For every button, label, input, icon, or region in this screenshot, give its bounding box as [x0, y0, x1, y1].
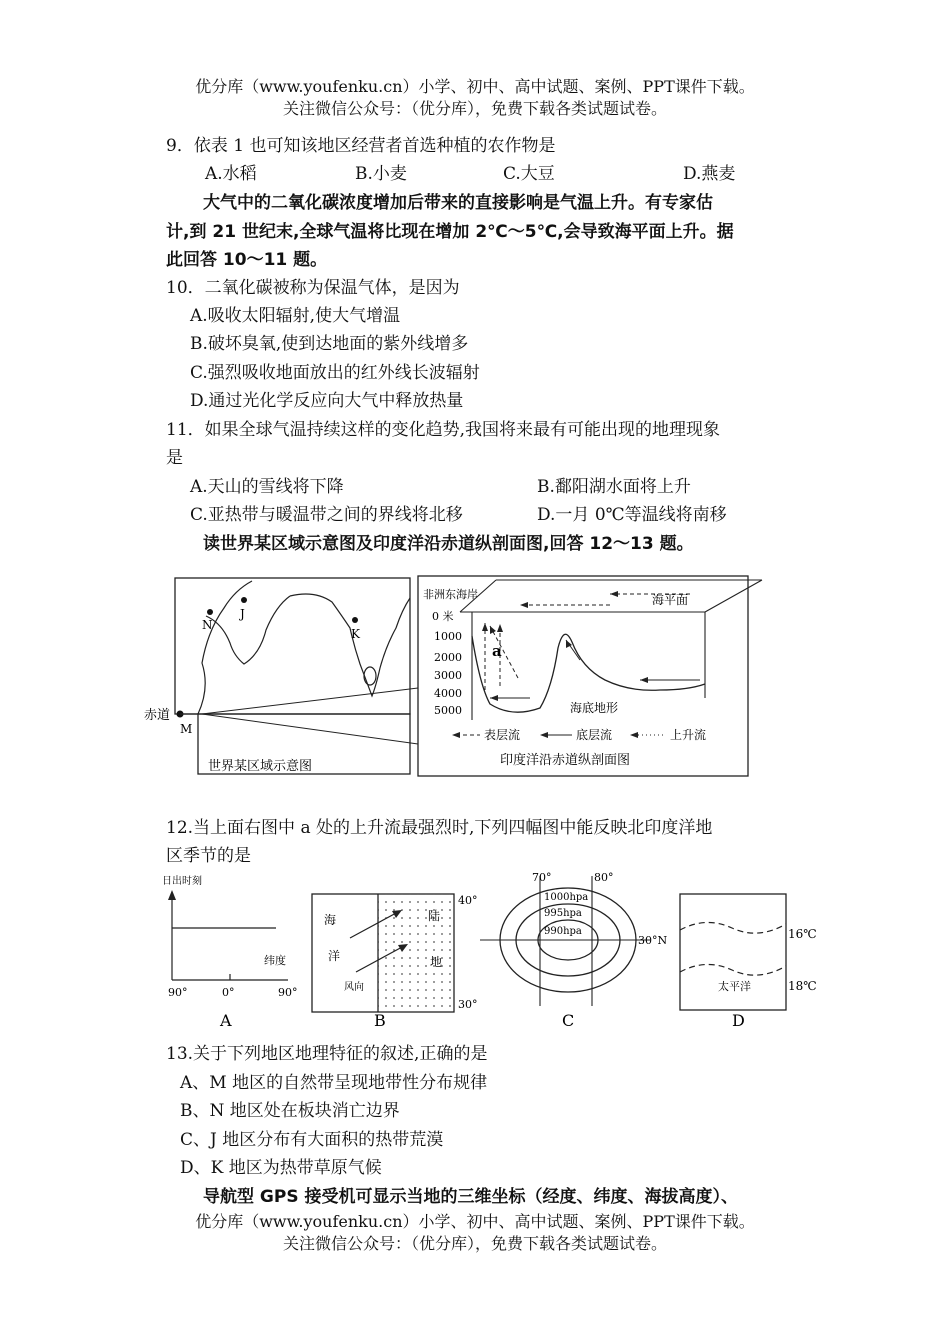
- c-isobar-990: 990hpa: [544, 926, 582, 937]
- diagram-c: [480, 871, 667, 1030]
- point-j: [241, 597, 247, 603]
- q11-option-b: B.鄱阳湖水面将上升: [537, 477, 691, 497]
- q9-option-d: D.燕麦: [683, 164, 736, 184]
- label-equator: 赤道: [144, 708, 171, 723]
- header-line-1: 优分库（www.youfenku.cn）小学、初中、高中试题、案例、PPT课件下载。: [195, 77, 755, 96]
- b-land-1: 陆: [428, 909, 441, 923]
- legend-upwelling: 上升流: [670, 728, 707, 742]
- c-lon-2: 80°: [594, 871, 614, 884]
- q12-stem-line-1: 12.当上面右图中 a 处的上升流最强烈时,下列四幅图中能反映北印度洋地: [166, 818, 713, 838]
- depth-3000: 3000: [434, 669, 462, 682]
- q9-stem: 9．依表 1 也可知该地区经营者首选种植的农作物是: [166, 136, 556, 156]
- c-isobar-995: 995hpa: [544, 908, 582, 919]
- d-isotherm-16: [680, 922, 786, 933]
- a-tick-0: 90°: [168, 986, 188, 999]
- legend-bottom: 底层流: [576, 728, 613, 742]
- q13-option-c: C、J 地区分布有大面积的热带荒漠: [180, 1130, 444, 1150]
- b-land-2: 地: [430, 955, 443, 969]
- label-a: a: [492, 642, 502, 660]
- a-y-axis-label: 日出时刻: [162, 876, 202, 887]
- d-temp-16: 16℃: [788, 927, 817, 941]
- cross-section: [418, 576, 762, 776]
- a-tick-2: 90°: [278, 986, 298, 999]
- left-map-caption: 世界某区域示意图: [208, 759, 313, 774]
- passage2: 读世界某区域示意图及印度洋沿赤道纵剖面图,回答 12～13 题。: [203, 534, 694, 554]
- options-figure: [160, 868, 825, 1036]
- arabia-coast: [206, 596, 290, 664]
- d-isotherm-18: [680, 964, 786, 975]
- c-isobar-1000: 1000hpa: [544, 892, 589, 903]
- passage1-line-1: 大气中的二氧化碳浓度增加后带来的直接影响是气温上升。有专家估: [203, 193, 713, 213]
- diagram-b: [312, 894, 478, 1030]
- depth-2000: 2000: [434, 651, 462, 664]
- label-seabed: 海底地形: [570, 701, 619, 715]
- q9-option-b: B.小麦: [355, 164, 407, 184]
- label-m: M: [180, 722, 193, 736]
- c-lon-1: 70°: [532, 871, 552, 884]
- region-figure: [140, 568, 765, 780]
- right-section-caption: 印度洋沿赤道纵剖面图: [500, 753, 631, 768]
- passage3: 导航型 GPS 接受机可显示当地的三维坐标（经度、纬度、海拔高度）、: [203, 1187, 738, 1207]
- b-sea-2: 洋: [328, 949, 341, 963]
- q9-option-a: A.水稻: [205, 164, 257, 184]
- label-sea-level: 海平面: [652, 593, 689, 607]
- a-tick-1: 0°: [222, 986, 235, 999]
- a-x-axis-label: 纬度: [264, 954, 286, 967]
- q11-option-c: C.亚热带与暖温带之间的界线将北移: [190, 505, 463, 525]
- label-k: K: [351, 627, 360, 641]
- label-coast: 非洲东海岸: [423, 588, 478, 601]
- passage1-line-3: 此回答 10～11 题。: [166, 250, 328, 270]
- q10-option-c: C.强烈吸收地面放出的红外线长波辐射: [190, 363, 480, 383]
- b-label: B: [374, 1011, 386, 1030]
- footer-line-1: 优分库（www.youfenku.cn）小学、初中、高中试题、案例、PPT课件下载。: [195, 1212, 755, 1231]
- q11-stem-line-2: 是: [166, 448, 183, 468]
- depth-5000: 5000: [434, 704, 462, 717]
- india-coast: [290, 594, 410, 696]
- region-map: [144, 578, 410, 774]
- q13-stem: 13.关于下列地区地理特征的叙述,正确的是: [166, 1044, 488, 1064]
- label-j: J: [240, 607, 245, 621]
- point-n: [207, 609, 213, 615]
- q12-stem-line-2: 区季节的是: [166, 846, 251, 866]
- depth-0: 0 米: [432, 610, 454, 623]
- q11-stem-line-1: 11．如果全球气温持续这样的变化趋势,我国将来最有可能出现的地理现象: [166, 420, 721, 440]
- d-label: D: [732, 1011, 745, 1030]
- b-sea-1: 海: [324, 913, 337, 927]
- c-label: C: [562, 1011, 575, 1030]
- q11-option-d: D.一月 0℃等温线将南移: [537, 505, 727, 525]
- header-line-2: 关注微信公众号：（优分库），免费下载各类试题试卷。: [282, 99, 667, 118]
- b-wind: 风向: [344, 982, 364, 993]
- q10-option-b: B.破坏臭氧,使到达地面的紫外线增多: [190, 334, 469, 354]
- q13-option-d: D、K 地区为热带草原气候: [180, 1158, 382, 1178]
- b-lat-top: 40°: [458, 894, 478, 907]
- label-n: N: [202, 618, 213, 632]
- q10-option-d: D.通过光化学反应向大气中释放热量: [190, 391, 464, 411]
- sri-lanka: [364, 667, 376, 685]
- d-temp-18: 18℃: [788, 979, 817, 993]
- q13-option-b: B、N 地区处在板块消亡边界: [180, 1101, 400, 1121]
- q11-option-a: A.天山的雪线将下降: [190, 477, 344, 497]
- passage1-line-2: 计,到 21 世纪末,全球气温将比现在增加 2℃～5℃,会导致海平面上升。据: [166, 222, 734, 242]
- c-lat: 30°N: [638, 934, 668, 947]
- d-ocean: 太平洋: [718, 980, 751, 993]
- depth-1000: 1000: [434, 630, 462, 643]
- legend-surface: 表层流: [484, 728, 521, 742]
- point-k: [352, 617, 358, 623]
- footer-line-2: 关注微信公众号：（优分库），免费下载各类试题试卷。: [282, 1234, 667, 1253]
- q10-option-a: A.吸收太阳辐射,使大气增温: [190, 306, 401, 326]
- q9-option-c: C.大豆: [503, 164, 555, 184]
- depth-4000: 4000: [434, 687, 462, 700]
- b-lat-bottom: 30°: [458, 998, 478, 1011]
- a-label: A: [220, 1011, 232, 1030]
- q10-stem: 10．二氧化碳被称为保温气体，是因为: [166, 278, 460, 298]
- diagram-d: [680, 894, 817, 1030]
- q13-option-a: A、M 地区的自然带呈现地带性分布规律: [180, 1073, 488, 1093]
- diagram-a: [162, 874, 298, 1030]
